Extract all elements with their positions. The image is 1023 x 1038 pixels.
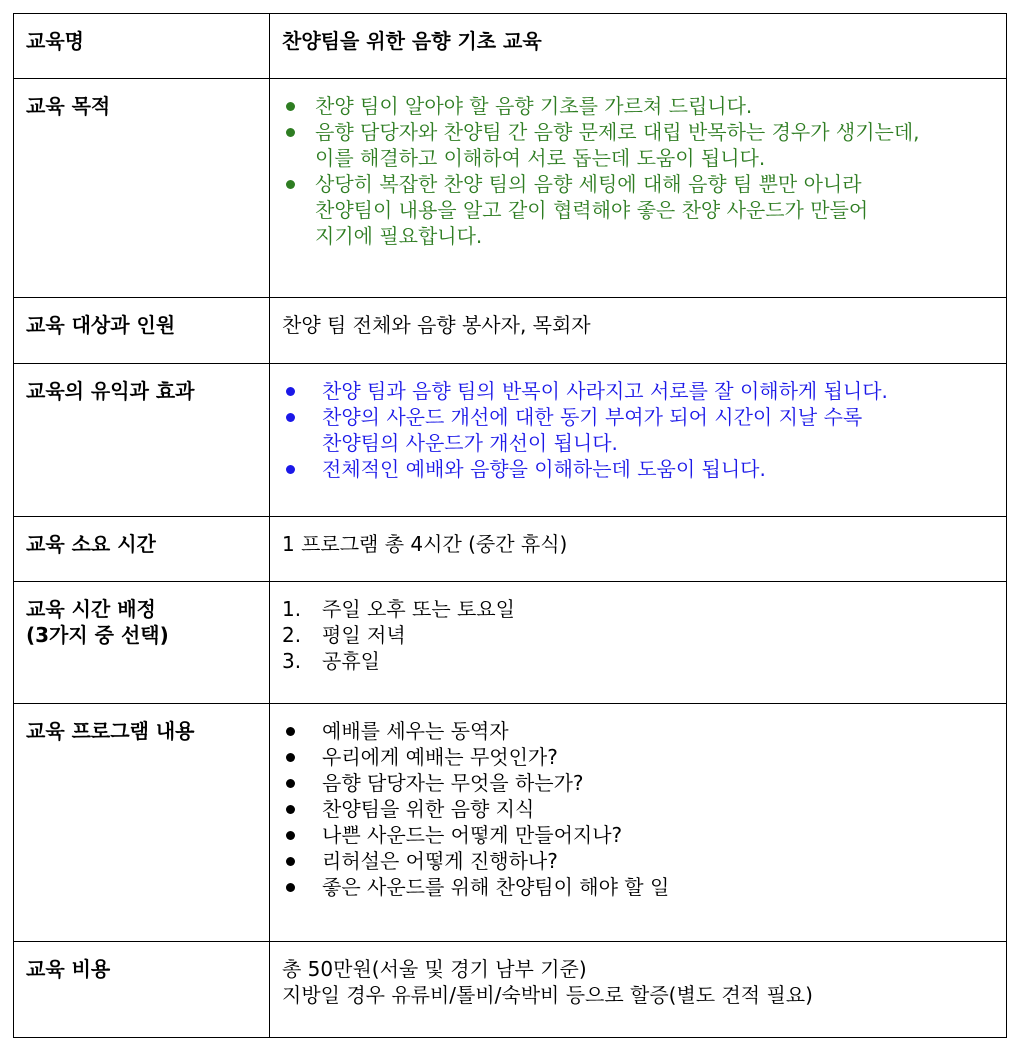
row-duration: [14, 517, 1007, 582]
row-program: [14, 704, 1007, 942]
list-item: [282, 171, 996, 249]
list-item-text: 음향 담당자와 찬양팀 간 음향 문제로 대립 반목하는 경우가 생기는데,: [315, 120, 920, 144]
list-item: [282, 93, 996, 119]
program-bullet-list: [282, 718, 996, 900]
label-duration: 교육 소요 시간: [14, 517, 270, 582]
list-item-text: 공휴일: [322, 649, 380, 673]
list-item-text: 상당히 복잡한 찬양 팀의 음향 세팅에 대해 음향 팀 뿐만 아니라: [315, 172, 862, 196]
list-item: [282, 770, 996, 796]
list-item-text: 나쁜 사운드는 어떻게 만들어지나?: [322, 823, 623, 847]
row-schedule: [14, 582, 1007, 704]
list-item: [282, 718, 996, 744]
row-benefit: [14, 364, 1007, 517]
list-item-number: 2.: [282, 623, 302, 647]
label-target: 교육 대상과 인원: [14, 298, 270, 364]
list-item: [282, 796, 996, 822]
list-item-text: 평일 저녁: [322, 623, 406, 647]
benefit-bullet-list: [282, 378, 996, 482]
list-item-text: 음향 담당자는 무엇을 하는가?: [322, 771, 584, 795]
schedule-numbered-list: [282, 596, 996, 674]
value-schedule: [270, 582, 1007, 704]
list-item: [282, 378, 996, 404]
label-cost: 교육 비용: [14, 942, 270, 1038]
row-cost: [14, 942, 1007, 1038]
list-item-number: 3.: [282, 649, 302, 673]
value-program: [270, 704, 1007, 942]
education-info-table: [13, 13, 1007, 1038]
label-course-name: 교육명: [14, 14, 270, 79]
list-item: [282, 456, 996, 482]
list-item-text: 좋은 사운드를 위해 찬양팀이 해야 할 일: [322, 875, 670, 899]
list-item: [282, 622, 996, 648]
label-purpose: 교육 목적: [14, 79, 270, 298]
label-schedule-line2: (3가지 중 선택): [26, 623, 169, 647]
list-item-text: 찬양팀의 사운드가 개선이 됩니다.: [322, 431, 618, 455]
list-item-text: 찬양 팀이 알아야 할 음향 기초를 가르쳐 드립니다.: [315, 94, 753, 118]
label-schedule: [14, 582, 270, 704]
list-item-text: 예배를 세우는 동역자: [322, 719, 509, 743]
list-item-text: 리허설은 어떻게 진행하나?: [322, 849, 558, 873]
row-course-name: [14, 14, 1007, 79]
list-item: [282, 848, 996, 874]
list-item-number: 1.: [282, 597, 302, 621]
value-course-name: 찬양팀을 위한 음향 기초 교육: [270, 14, 1007, 79]
label-schedule-line1: 교육 시간 배정: [26, 597, 156, 621]
list-item-text: 찬양팀이 내용을 알고 같이 협력해야 좋은 찬양 사운드가 만들어: [315, 198, 869, 222]
cost-line-1: 총 50만원(서울 및 경기 남부 기준): [282, 957, 587, 981]
row-target: [14, 298, 1007, 364]
value-benefit: [270, 364, 1007, 517]
list-item-text: 지기에 필요합니다.: [315, 224, 483, 248]
list-item: [282, 648, 996, 674]
list-item-text: 우리에게 예배는 무엇인가?: [322, 745, 558, 769]
list-item: [282, 119, 996, 171]
list-item: [282, 874, 996, 900]
list-item-text: 이를 해결하고 이해하여 서로 돕는데 도움이 됩니다.: [315, 146, 766, 170]
list-item: [282, 744, 996, 770]
list-item-text: 찬양 팀과 음향 팀의 반목이 사라지고 서로를 잘 이해하게 됩니다.: [322, 379, 888, 403]
list-item: [282, 822, 996, 848]
value-target: 찬양 팀 전체와 음향 봉사자, 목회자: [270, 298, 1007, 364]
list-item: [282, 404, 996, 456]
list-item-text: 주일 오후 또는 토요일: [322, 597, 515, 621]
label-program: 교육 프로그램 내용: [14, 704, 270, 942]
purpose-bullet-list: [282, 93, 996, 249]
cost-line-2: 지방일 경우 유류비/톨비/숙박비 등으로 할증(별도 견적 필요): [282, 983, 813, 1007]
list-item-text: 전체적인 예배와 음향을 이해하는데 도움이 됩니다.: [322, 457, 766, 481]
value-cost: [270, 942, 1007, 1038]
value-purpose: [270, 79, 1007, 298]
label-benefit: 교육의 유익과 효과: [14, 364, 270, 517]
list-item-text: 찬양팀을 위한 음향 지식: [322, 797, 535, 821]
value-duration: 1 프로그램 총 4시간 (중간 휴식): [270, 517, 1007, 582]
list-item-text: 찬양의 사운드 개선에 대한 동기 부여가 되어 시간이 지날 수록: [322, 405, 863, 429]
list-item: [282, 596, 996, 622]
row-purpose: [14, 79, 1007, 298]
